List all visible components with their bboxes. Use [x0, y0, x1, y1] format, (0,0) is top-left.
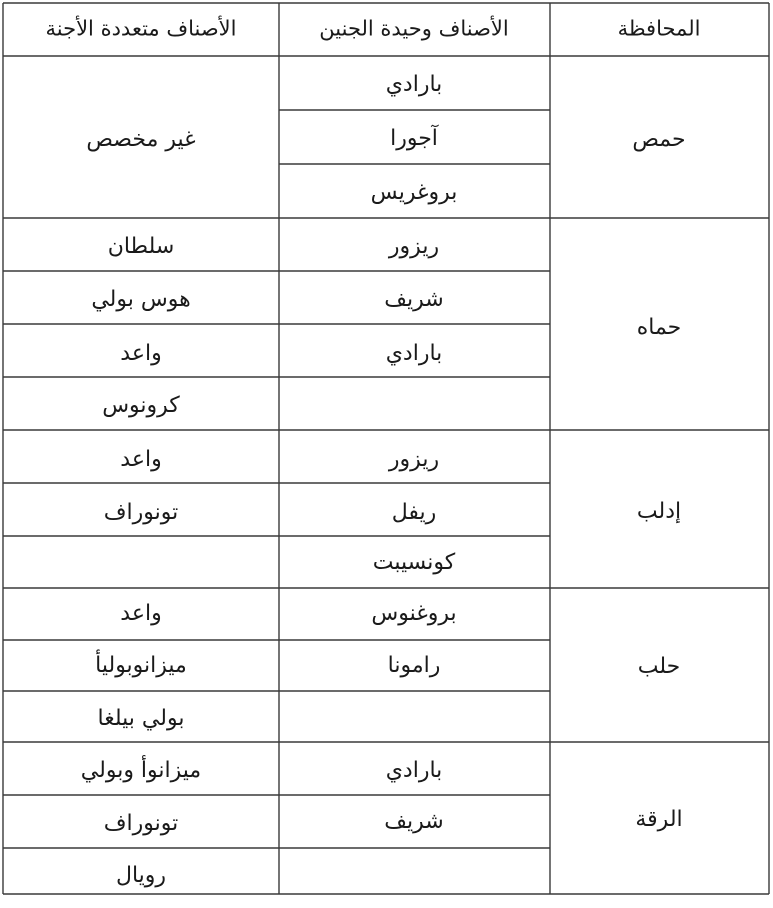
header-governorate: المحافظة — [617, 16, 701, 41]
single-variety: آجورا — [390, 126, 438, 151]
multi-variety: ميزانوبوليأ — [95, 653, 187, 678]
multi-variety: بولي بيلغا — [97, 706, 185, 731]
multi-variety: واعد — [120, 341, 162, 366]
governorate-raqqa: الرقة — [635, 807, 683, 832]
multi-variety: واعد — [120, 447, 162, 472]
header-single-embryo: الأصناف وحيدة الجنين — [319, 16, 509, 41]
single-variety: بروغنوس — [371, 601, 457, 626]
multi-variety: رويال — [115, 863, 167, 888]
multi-variety: سلطان — [107, 234, 175, 259]
single-variety: بارادي — [385, 72, 443, 97]
single-variety: ريزور — [388, 447, 440, 472]
governorate-idlib: إدلب — [636, 499, 682, 524]
multi-variety: هوس بولي — [91, 287, 191, 312]
single-variety: شريف — [384, 809, 444, 834]
multi-variety: واعد — [120, 601, 162, 626]
single-variety: كونسيبت — [372, 550, 456, 575]
single-variety: بارادي — [385, 341, 443, 366]
governorate-aleppo: حلب — [637, 654, 681, 679]
single-variety: ريزور — [388, 234, 440, 259]
multi-variety: تونوراف — [103, 500, 179, 525]
single-variety: ريفل — [391, 500, 437, 525]
multi-variety: تونوراف — [103, 811, 179, 836]
governorate-homs: حمص — [632, 127, 686, 152]
single-variety: بارادي — [385, 758, 443, 783]
governorate-hama: حماه — [636, 315, 682, 340]
header-multi-embryo: الأصناف متعددة الأجنة — [45, 16, 237, 41]
multi-variety: كرونوس — [102, 393, 180, 418]
single-variety: شريف — [384, 287, 444, 312]
multi-variety: ميزانوأ وبولي — [80, 758, 202, 783]
single-variety: رامونا — [387, 653, 441, 678]
multi-variety-unassigned: غير مخصص — [86, 127, 196, 152]
single-variety: بروغريس — [370, 180, 458, 205]
